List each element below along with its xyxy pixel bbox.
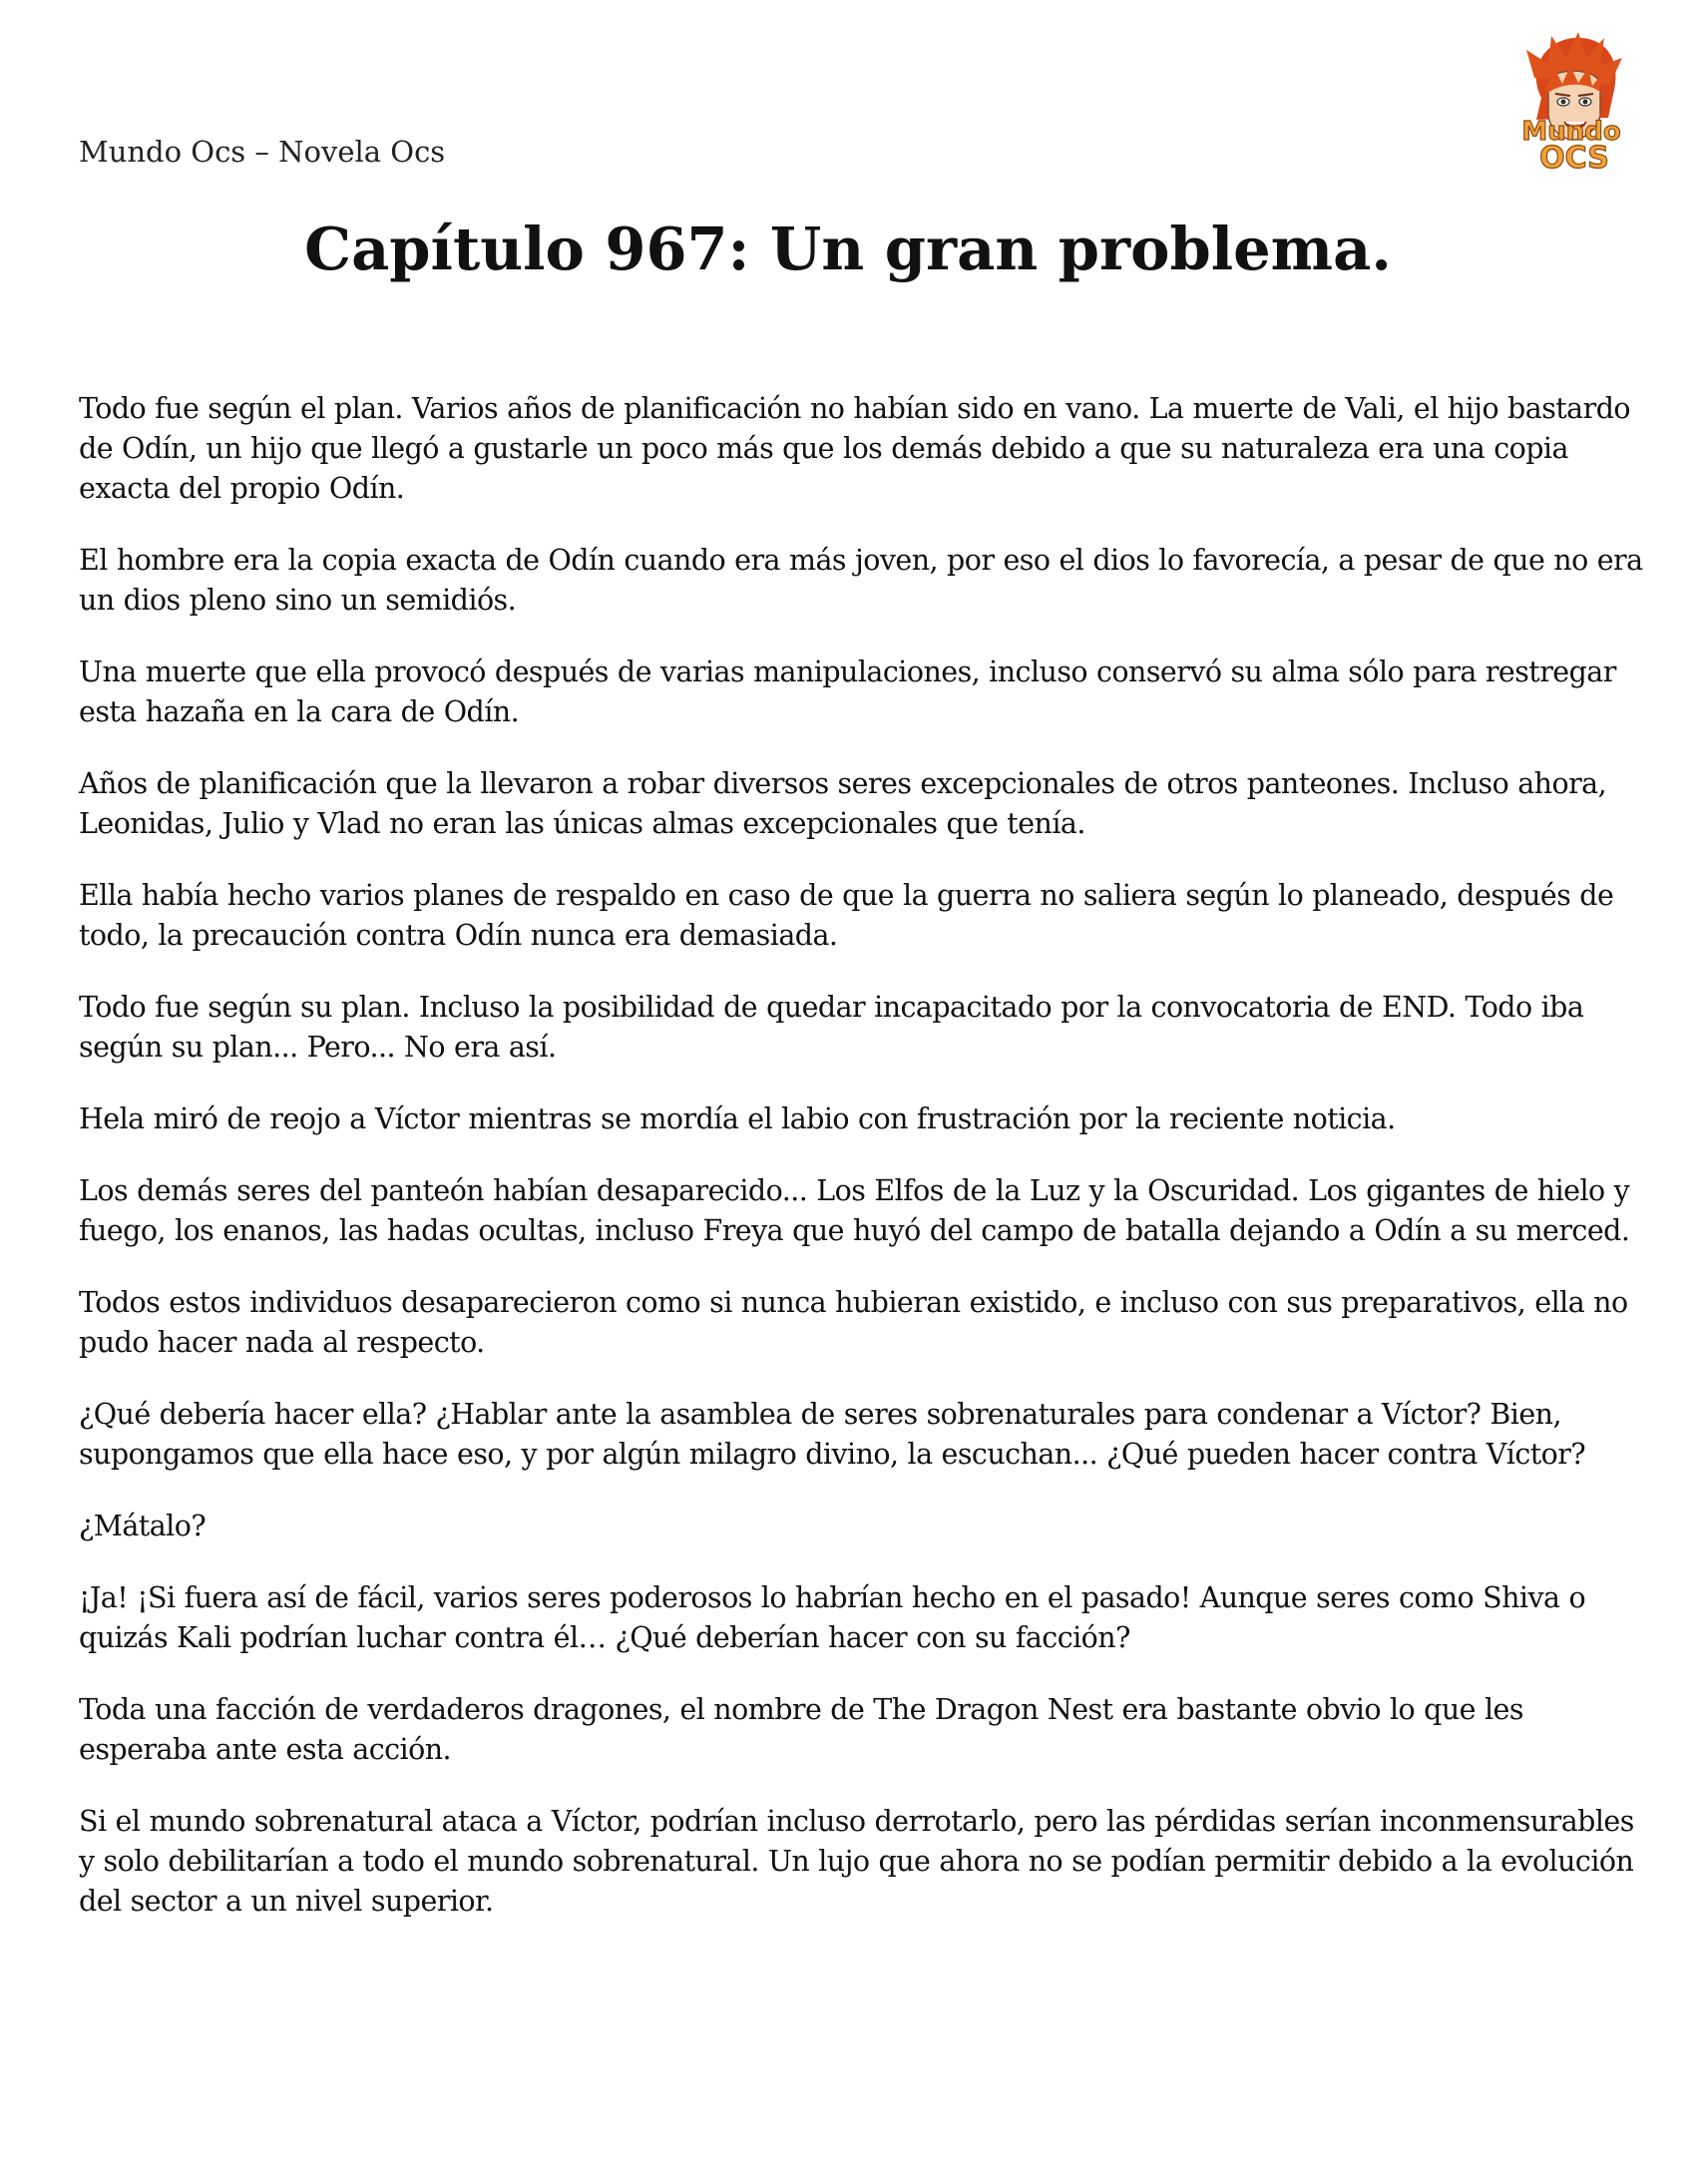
paragraph: Todos estos individuos desaparecieron como si nunca hubieran existido, e incluso con sus preparativos, ella no pudo hacer nada al respecto.: [79, 1286, 1628, 1359]
paragraph: Todo fue según el plan. Varios años de planificación no habían sido en vano. La muerte de Vali, el hijo bastardo de Odín, un hijo que llegó a gustarle un poco más que los demás debido a que su naturaleza era una copia exacta del propio Odín.: [79, 392, 1630, 505]
paragraph: ¿Qué debería hacer ella? ¿Hablar ante la asamblea de seres sobrenaturales para condenar a Víctor? Bien, supongamos que ella hace eso, y por algún milagro divino, la escuchan... ¿Qué pueden hacer contra Víctor?: [79, 1398, 1586, 1471]
paragraph: El hombre era la copia exacta de Odín cuando era más joven, por eso el dios lo favorecía, a pesar de que no era un dios pleno sino un semidiós.: [79, 544, 1643, 617]
paragraph: Si el mundo sobrenatural ataca a Víctor, podrían incluso derrotarlo, pero las pérdidas serían inconmensurables y solo debilitarían a todo el mundo sobrenatural. Un lujo que ahora no se podían permitir debido a la evolución del sector a un nivel superior.: [79, 1805, 1634, 1918]
page-header: Mundo Ocs – Novela Ocs: [79, 135, 446, 169]
paragraph: Una muerte que ella provocó después de varias manipulaciones, incluso conservó su alma sólo para restregar esta hazaña en la cara de Odín.: [79, 655, 1616, 728]
paragraph: Años de planificación que la llevaron a robar diversos seres excepcionales de otros panteones. Incluso ahora, Leonidas, Julio y Vlad no eran las únicas almas excepcionales que tenía.: [79, 767, 1607, 840]
logo-word-mundo: Mundo: [1521, 117, 1621, 147]
chapter-body: [79, 389, 1650, 1954]
paragraph: Hela miró de reojo a Víctor mientras se mordía el labio con frustración por la reciente noticia.: [79, 1102, 1396, 1135]
paragraph: ¡Ja! ¡Si fuera así de fácil, varios seres poderosos lo habrían hecho en el pasado! Aunque seres como Shiva o quizás Kali podrían luchar contra él… ¿Qué deberían hacer con su facción?: [79, 1581, 1586, 1654]
mundo-ocs-logo: [1496, 28, 1646, 178]
logo-word-ocs: OCS: [1539, 141, 1609, 176]
chapter-title: Capítulo 967: Un gran problema.: [304, 215, 1392, 283]
paragraph: ¿Mátalo?: [79, 1510, 207, 1542]
paragraph: Toda una facción de verdaderos dragones, el nombre de The Dragon Nest era bastante obvio lo que les esperaba ante esta acción.: [79, 1693, 1523, 1766]
paragraph: Los demás seres del panteón habían desaparecido... Los Elfos de la Luz y la Oscuridad. Los gigantes de hielo y fuego, los enanos, las hadas ocultas, incluso Freya que huyó del campo de batalla dejando a Odín a su merced.: [79, 1174, 1630, 1247]
paragraph: Todo fue según su plan. Incluso la posibilidad de quedar incapacitado por la convocatoria de END. Todo iba según su plan... Pero... No era así.: [79, 991, 1584, 1064]
paragraph: Ella había hecho varios planes de respaldo en caso de que la guerra no saliera según lo planeado, después de todo, la precaución contra Odín nunca era demasiada.: [79, 879, 1614, 952]
